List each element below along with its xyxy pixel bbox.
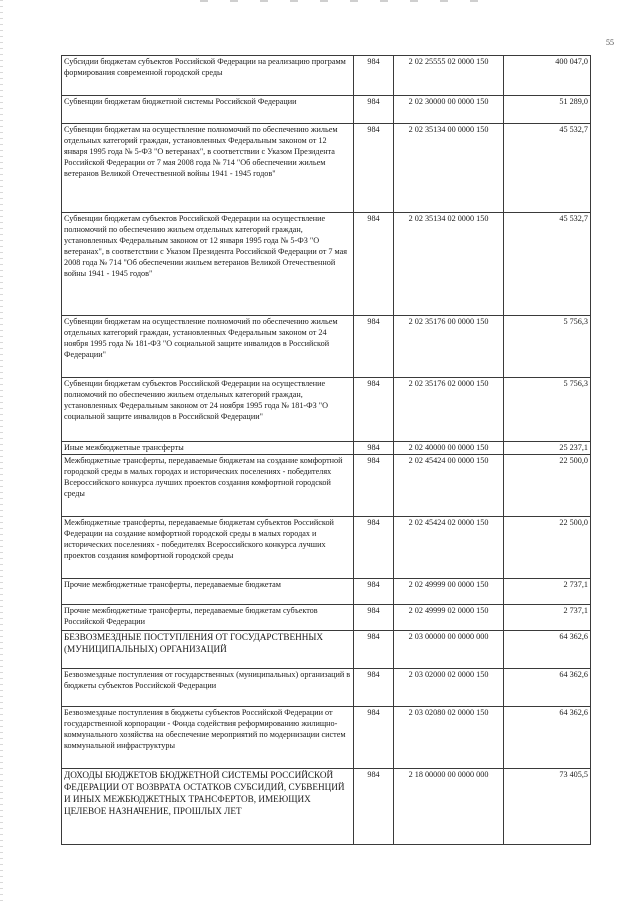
row-amount: 45 532,7 bbox=[504, 213, 591, 316]
scan-top-marks bbox=[200, 0, 500, 2]
row-admin-code: 984 bbox=[354, 96, 394, 124]
table-row bbox=[62, 124, 591, 213]
row-admin-code: 984 bbox=[354, 669, 394, 707]
page-number: 55 bbox=[606, 38, 614, 47]
row-name: Безвозмездные поступления от государственных (муниципальных) организаций в бюджеты субъектов Российской Федерации bbox=[62, 669, 354, 707]
row-kbk-code: 2 03 02080 02 0000 150 bbox=[394, 707, 504, 769]
row-kbk-code: 2 02 49999 00 0000 150 bbox=[394, 579, 504, 605]
row-admin-code: 984 bbox=[354, 213, 394, 316]
row-name: БЕЗВОЗМЕЗДНЫЕ ПОСТУПЛЕНИЯ ОТ ГОСУДАРСТВЕННЫХ (МУНИЦИПАЛЬНЫХ) ОРГАНИЗАЦИЙ bbox=[62, 631, 354, 669]
row-kbk-code: 2 03 00000 00 0000 000 bbox=[394, 631, 504, 669]
budget-revenue-table bbox=[61, 55, 591, 845]
row-kbk-code: 2 02 25555 02 0000 150 bbox=[394, 56, 504, 96]
table-row bbox=[62, 316, 591, 378]
table-row bbox=[62, 213, 591, 316]
row-amount: 2 737,1 bbox=[504, 579, 591, 605]
table-row bbox=[62, 56, 591, 96]
row-admin-code: 984 bbox=[354, 316, 394, 378]
row-admin-code: 984 bbox=[354, 455, 394, 517]
row-amount: 2 737,1 bbox=[504, 605, 591, 631]
table-row bbox=[62, 631, 591, 669]
row-admin-code: 984 bbox=[354, 517, 394, 579]
row-name: Иные межбюджетные трансферты bbox=[62, 442, 354, 455]
row-amount: 22 500,0 bbox=[504, 455, 591, 517]
row-admin-code: 984 bbox=[354, 378, 394, 442]
row-name: Межбюджетные трансферты, передаваемые бюджетам на создание комфортной городской среды в малых городах и исторических поселениях - победителях Всероссийского конкурса лучших проектов создания комфортной городской среды bbox=[62, 455, 354, 517]
row-admin-code: 984 bbox=[354, 631, 394, 669]
row-name: Субвенции бюджетам субъектов Российской Федерации на осуществление полномочий по обеспечению жильем отдельных категорий граждан, установленных Федеральным законом от 24 ноября 1995 года № 181-ФЗ "О социальной защите инвалидов в Российской Федерации" bbox=[62, 378, 354, 442]
row-amount: 64 362,6 bbox=[504, 631, 591, 669]
row-amount: 45 532,7 bbox=[504, 124, 591, 213]
row-amount: 51 289,0 bbox=[504, 96, 591, 124]
row-kbk-code: 2 02 35176 00 0000 150 bbox=[394, 316, 504, 378]
row-kbk-code: 2 02 35134 00 0000 150 bbox=[394, 124, 504, 213]
row-kbk-code: 2 02 35176 02 0000 150 bbox=[394, 378, 504, 442]
table-row bbox=[62, 669, 591, 707]
row-admin-code: 984 bbox=[354, 442, 394, 455]
row-kbk-code: 2 02 45424 02 0000 150 bbox=[394, 517, 504, 579]
row-name: Прочие межбюджетные трансферты, передаваемые бюджетам bbox=[62, 579, 354, 605]
row-amount: 22 500,0 bbox=[504, 517, 591, 579]
row-name: ДОХОДЫ БЮДЖЕТОВ БЮДЖЕТНОЙ СИСТЕМЫ РОССИЙСКОЙ ФЕДЕРАЦИИ ОТ ВОЗВРАТА ОСТАТКОВ СУБСИДИЙ, СУБВЕНЦИЙ И ИНЫХ МЕЖБЮДЖЕТНЫХ ТРАНСФЕРТОВ, ИМЕЮЩИХ ЦЕЛЕВОЕ НАЗНАЧЕНИЕ, ПРОШЛЫХ ЛЕТ bbox=[62, 769, 354, 845]
table-row bbox=[62, 442, 591, 455]
row-kbk-code: 2 03 02000 02 0000 150 bbox=[394, 669, 504, 707]
row-admin-code: 984 bbox=[354, 707, 394, 769]
row-kbk-code: 2 02 35134 02 0000 150 bbox=[394, 213, 504, 316]
row-kbk-code: 2 02 40000 00 0000 150 bbox=[394, 442, 504, 455]
row-admin-code: 984 bbox=[354, 769, 394, 845]
table-row bbox=[62, 455, 591, 517]
row-name: Субсидии бюджетам субъектов Российской Федерации на реализацию программ формирования современной городской среды bbox=[62, 56, 354, 96]
scan-edge-dots bbox=[0, 0, 3, 905]
row-name: Субвенции бюджетам бюджетной системы Российской Федерации bbox=[62, 96, 354, 124]
row-admin-code: 984 bbox=[354, 579, 394, 605]
table-row bbox=[62, 579, 591, 605]
row-admin-code: 984 bbox=[354, 605, 394, 631]
row-amount: 5 756,3 bbox=[504, 378, 591, 442]
row-amount: 25 237,1 bbox=[504, 442, 591, 455]
row-name: Безвозмездные поступления в бюджеты субъектов Российской Федерации от государственной корпорации - Фонда содействия реформированию жилищно-коммунального хозяйства на обеспечение мероприятий по модернизации систем коммунальной инфраструктуры bbox=[62, 707, 354, 769]
row-name: Прочие межбюджетные трансферты, передаваемые бюджетам субъектов Российской Федерации bbox=[62, 605, 354, 631]
row-name: Субвенции бюджетам субъектов Российской Федерации на осуществление полномочий по обеспечению жильем отдельных категорий граждан, установленных Федеральным законом от 12 января 1995 года № 5-ФЗ "О ветеранах", в соответствии с Указом Президента Российской Федерации от 7 мая 2008 года № 714 "Об обеспечении жильем ветеранов Великой Отечественной войны 1941 - 1945 годов" bbox=[62, 213, 354, 316]
row-amount: 73 405,5 bbox=[504, 769, 591, 845]
row-kbk-code: 2 02 30000 00 0000 150 bbox=[394, 96, 504, 124]
row-kbk-code: 2 02 45424 00 0000 150 bbox=[394, 455, 504, 517]
row-amount: 64 362,6 bbox=[504, 707, 591, 769]
row-name: Межбюджетные трансферты, передаваемые бюджетам субъектов Российской Федерации на создание комфортной городской среды в малых городах и исторических поселениях - победителях Всероссийского конкурса лучших проектов создания комфортной городской среды bbox=[62, 517, 354, 579]
row-name: Субвенции бюджетам на осуществление полномочий по обеспечению жильем отдельных категорий граждан, установленных Федеральным законом от 12 января 1995 года № 5-ФЗ "О ветеранах", в соответствии с Указом Президента Российской Федерации от 7 мая 2008 года № 714 "Об обеспечении жильем ветеранов Великой Отечественной войны 1941 - 1945 годов" bbox=[62, 124, 354, 213]
row-amount: 400 047,0 bbox=[504, 56, 591, 96]
table-row bbox=[62, 96, 591, 124]
row-kbk-code: 2 02 49999 02 0000 150 bbox=[394, 605, 504, 631]
row-name: Субвенции бюджетам на осуществление полномочий по обеспечению жильем отдельных категорий граждан, установленных Федеральным законом от 24 ноября 1995 года № 181-ФЗ "О социальной защите инвалидов в Российской Федерации" bbox=[62, 316, 354, 378]
row-admin-code: 984 bbox=[354, 124, 394, 213]
row-amount: 64 362,6 bbox=[504, 669, 591, 707]
row-admin-code: 984 bbox=[354, 56, 394, 96]
table-row bbox=[62, 769, 591, 845]
table-row bbox=[62, 707, 591, 769]
row-amount: 5 756,3 bbox=[504, 316, 591, 378]
table-row bbox=[62, 378, 591, 442]
row-kbk-code: 2 18 00000 00 0000 000 bbox=[394, 769, 504, 845]
table-row bbox=[62, 517, 591, 579]
table-row bbox=[62, 605, 591, 631]
